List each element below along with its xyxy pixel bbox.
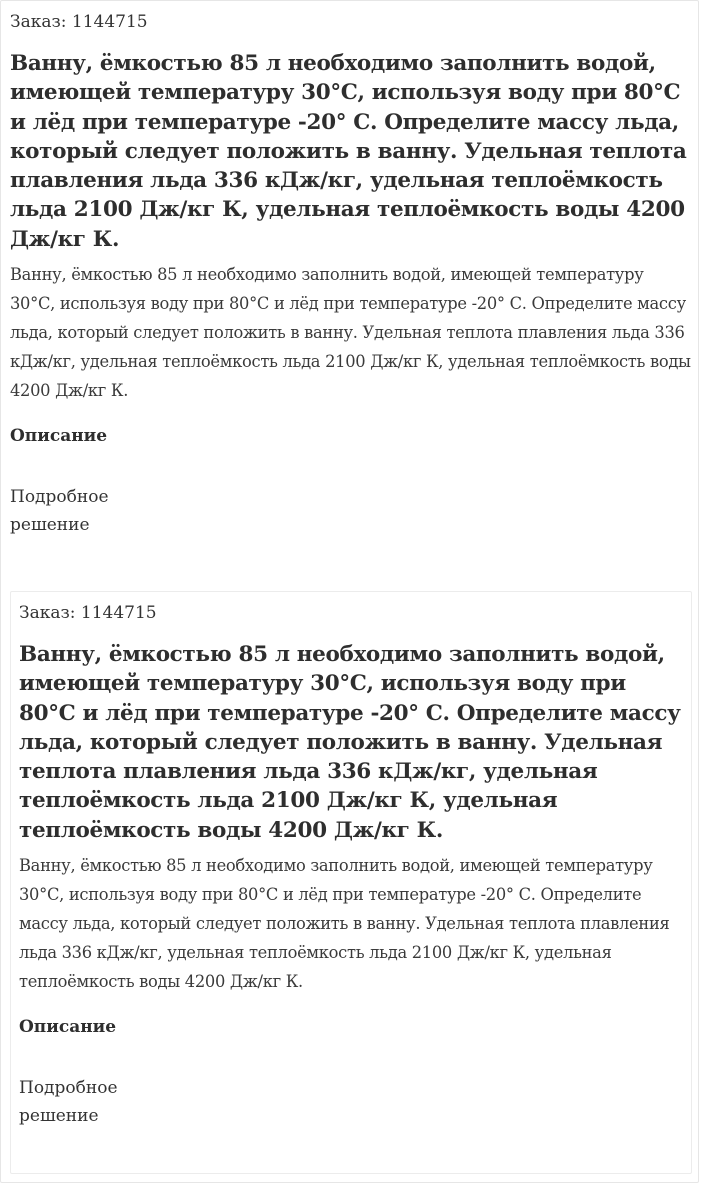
order-block-nested (10, 591, 692, 1174)
order-number: Заказ: 1144715 (10, 12, 148, 32)
task-statement: Ванну, ёмкостью 85 л необходимо заполнить водой, имеющей температуру 30°С, используя воду при 80°С и лёд при температуре -20° С. Определите массу льда, который следует положить в ванну. Удельная теплота плавления льда 336 кДж/кг, удельная теплоёмкость льда 2100 Дж/кг К, удельная теплоёмкость воды 4200 Дж/кг К. (19, 856, 670, 992)
task-statement: Ванну, ёмкостью 85 л необходимо заполнить водой, имеющей температуру 30°С, используя воду при 80°С и лёд при температуре -20° С. Определите массу льда, который следует положить в ванну. Удельная теплота плавления льда 336 кДж/кг, удельная теплоёмкость льда 2100 Дж/кг К, удельная теплоёмкость воды 4200 Дж/кг К. (10, 265, 691, 401)
description-text: Подробное решение (10, 487, 109, 536)
task-title: Ванну, ёмкостью 85 л необходимо заполнить водой, имеющей температуру 30°С, используя воду при 80°С и лёд при температуре -20° С. Определите массу льда, который следует положить в ванну. Удельная теплота плавления льда 336 кДж/кг, удельная теплоёмкость льда 2100 Дж/кг К, удельная теплоёмкость воды 4200 Дж/кг К. (19, 642, 681, 843)
order-number: Заказ: 1144715 (19, 603, 157, 623)
description-heading: Описание (19, 1017, 117, 1038)
description-text: Подробное решение (19, 1078, 118, 1127)
description-heading: Описание (10, 426, 108, 447)
task-title: Ванну, ёмкостью 85 л необходимо заполнить водой, имеющей температуру 30°С, используя воду при 80°С и лёд при температуре -20° С. Определите массу льда, который следует положить в ванну. Удельная теплота плавления льда 336 кДж/кг, удельная теплоёмкость льда 2100 Дж/кг К, удельная теплоёмкость воды 4200 Дж/кг К. (10, 51, 687, 252)
order-block (10, 9, 692, 539)
